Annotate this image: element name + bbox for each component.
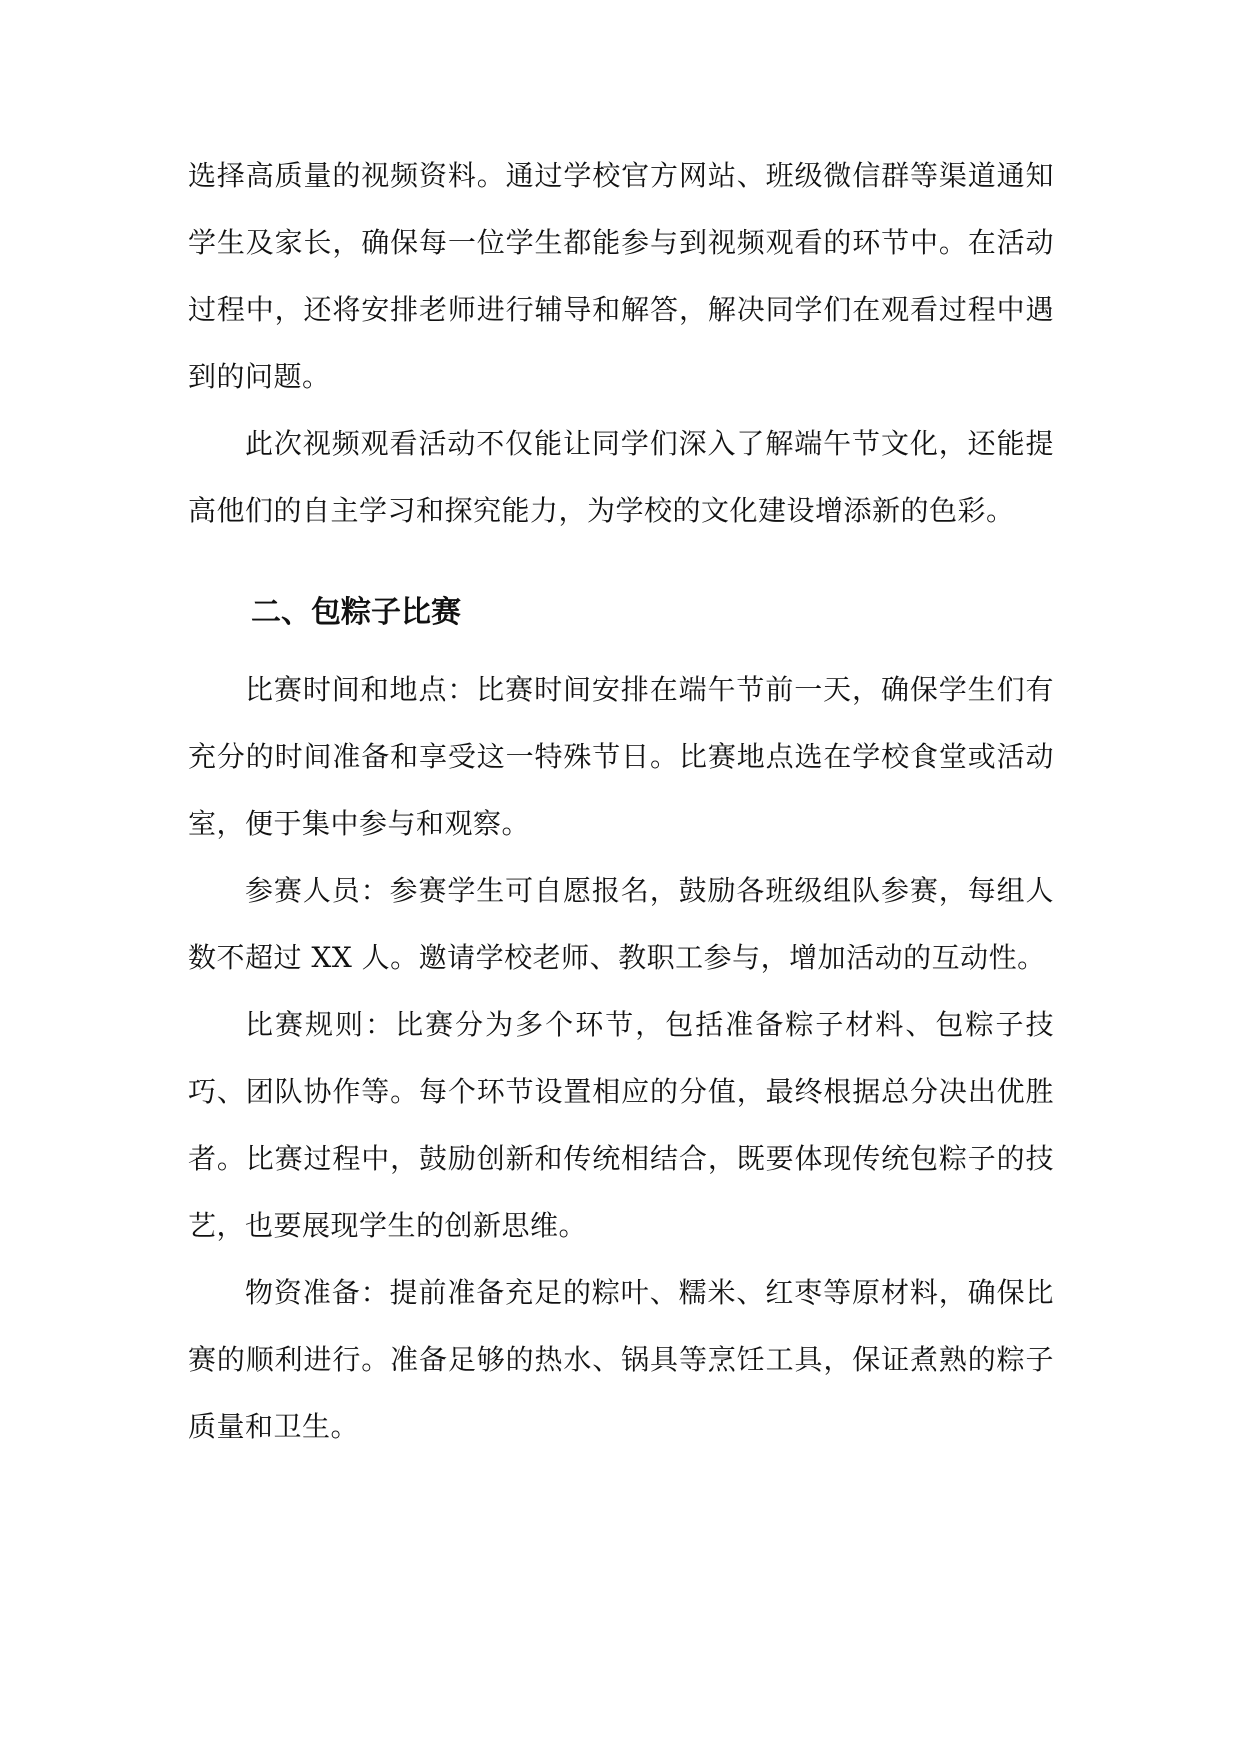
section-heading-zongzi-contest: 二、包粽子比赛	[251, 595, 461, 630]
document-body	[188, 142, 1054, 1460]
paragraph-contest-time-place: 比赛时间和地点：比赛时间安排在端午节前一天，确保学生们有充分的时间准备和享受这一特殊节日。比赛地点选在学校食堂或活动室，便于集中参与和观察。	[188, 673, 1054, 840]
paragraph-contest-participants: 参赛人员：参赛学生可自愿报名，鼓励各班级组队参赛，每组人数不超过 XX 人。邀请学校老师、教职工参与，增加活动的互动性。	[188, 874, 1054, 974]
paragraph-video-materials: 选择高质量的视频资料。通过学校官方网站、班级微信群等渠道通知学生及家长，确保每一位学生都能参与到视频观看的环节中。在活动过程中，还将安排老师进行辅导和解答，解决同学们在观看过程中遇到的问题。	[188, 159, 1054, 393]
paragraph-contest-rules: 比赛规则：比赛分为多个环节，包括准备粽子材料、包粽子技巧、团队协作等。每个环节设置相应的分值，最终根据总分决出优胜者。比赛过程中，鼓励创新和传统相结合，既要体现传统包粽子的技艺，也要展现学生的创新思维。	[188, 1008, 1054, 1242]
paragraph-contest-supplies: 物资准备：提前准备充足的粽叶、糯米、红枣等原材料，确保比赛的顺利进行。准备足够的热水、锅具等烹饪工具，保证煮熟的粽子质量和卫生。	[188, 1276, 1054, 1443]
paragraph-video-activity-benefits: 此次视频观看活动不仅能让同学们深入了解端午节文化，还能提高他们的自主学习和探究能力，为学校的文化建设增添新的色彩。	[188, 427, 1054, 527]
